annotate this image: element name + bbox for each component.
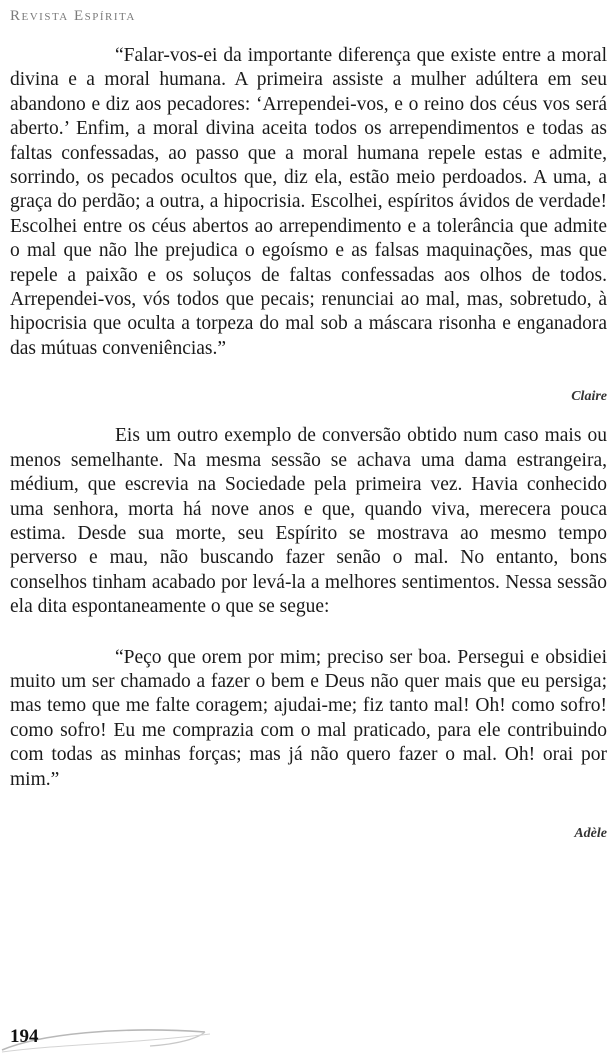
page-body bbox=[10, 44, 607, 842]
narrative-paragraph: Eis um outro exemplo de conversão obtido num caso mais ou menos semelhante. Na mesma sessão se achava uma dama estrangeira, médium, que escrevia na Sociedade pela primeira vez. Havia conhecido uma senhora, morta há nove anos e que, quando viva, merecera pouca estima. Desde sua morte, seu Espírito se mostrava ao mesmo tempo perverso e mau, não buscando fazer senão o mal. No entanto, bons conselhos tinham acabado por levá-la a melhores sentimentos. Nessa sessão ela dita espontaneamente o que se segue: bbox=[10, 425, 607, 618]
quoted-message-paragraph: “Falar-vos-ei da importante diferença que existe entre a moral divina e a moral humana. A primeira assiste a mulher adúltera em seu abandono e diz aos pecadores: ‘Arrependei-vos, e o reino dos céus vos será aberto.’ Enfim, a moral divina aceita todos os arrependimentos e todas as faltas confessadas, ao passo que a moral humana repele estas e admite, sorrindo, os pecados ocultos que, diz ela, estão meio perdoados. A uma, a graça do perdão; a outra, a hipocrisia. Escolhei, espíritos ávidos de verdade! Escolhei entre os céus abertos ao arrependimento e a tolerância que admite o mal que não lhe prejudica o egoísmo e as falsas maquinações, mas que repele a paixão e os soluços de faltas confessadas aos olhos de todos. Arrependei-vos, vós todos que pecais; renunciai ao mal, mas, sobretudo, à hipocrisia que oculta a torpeza do mal sob a máscara risonha e enganadora das mútuas conveniências.” bbox=[10, 45, 607, 359]
signature-adele: Adèle bbox=[574, 825, 607, 841]
running-header: Revista Espírita bbox=[10, 8, 136, 24]
page-number: 194 bbox=[10, 1026, 39, 1047]
signature-claire: Claire bbox=[571, 389, 607, 405]
quoted-message-paragraph-2: “Peço que orem por mim; preciso ser boa. Persegui e obsidiei muito um ser chamado a fazer o bem e Deus não quer mais que eu persiga; mas temo que me falte coragem; ajudai-me; fiz tanto mal! Oh! como sofro! como sofro! Eu me comprazia com o mal praticado, para ele contribuindo com todas as minhas forças; mas já não quero fazer o mal. Oh! orai por mim.” bbox=[10, 646, 607, 790]
